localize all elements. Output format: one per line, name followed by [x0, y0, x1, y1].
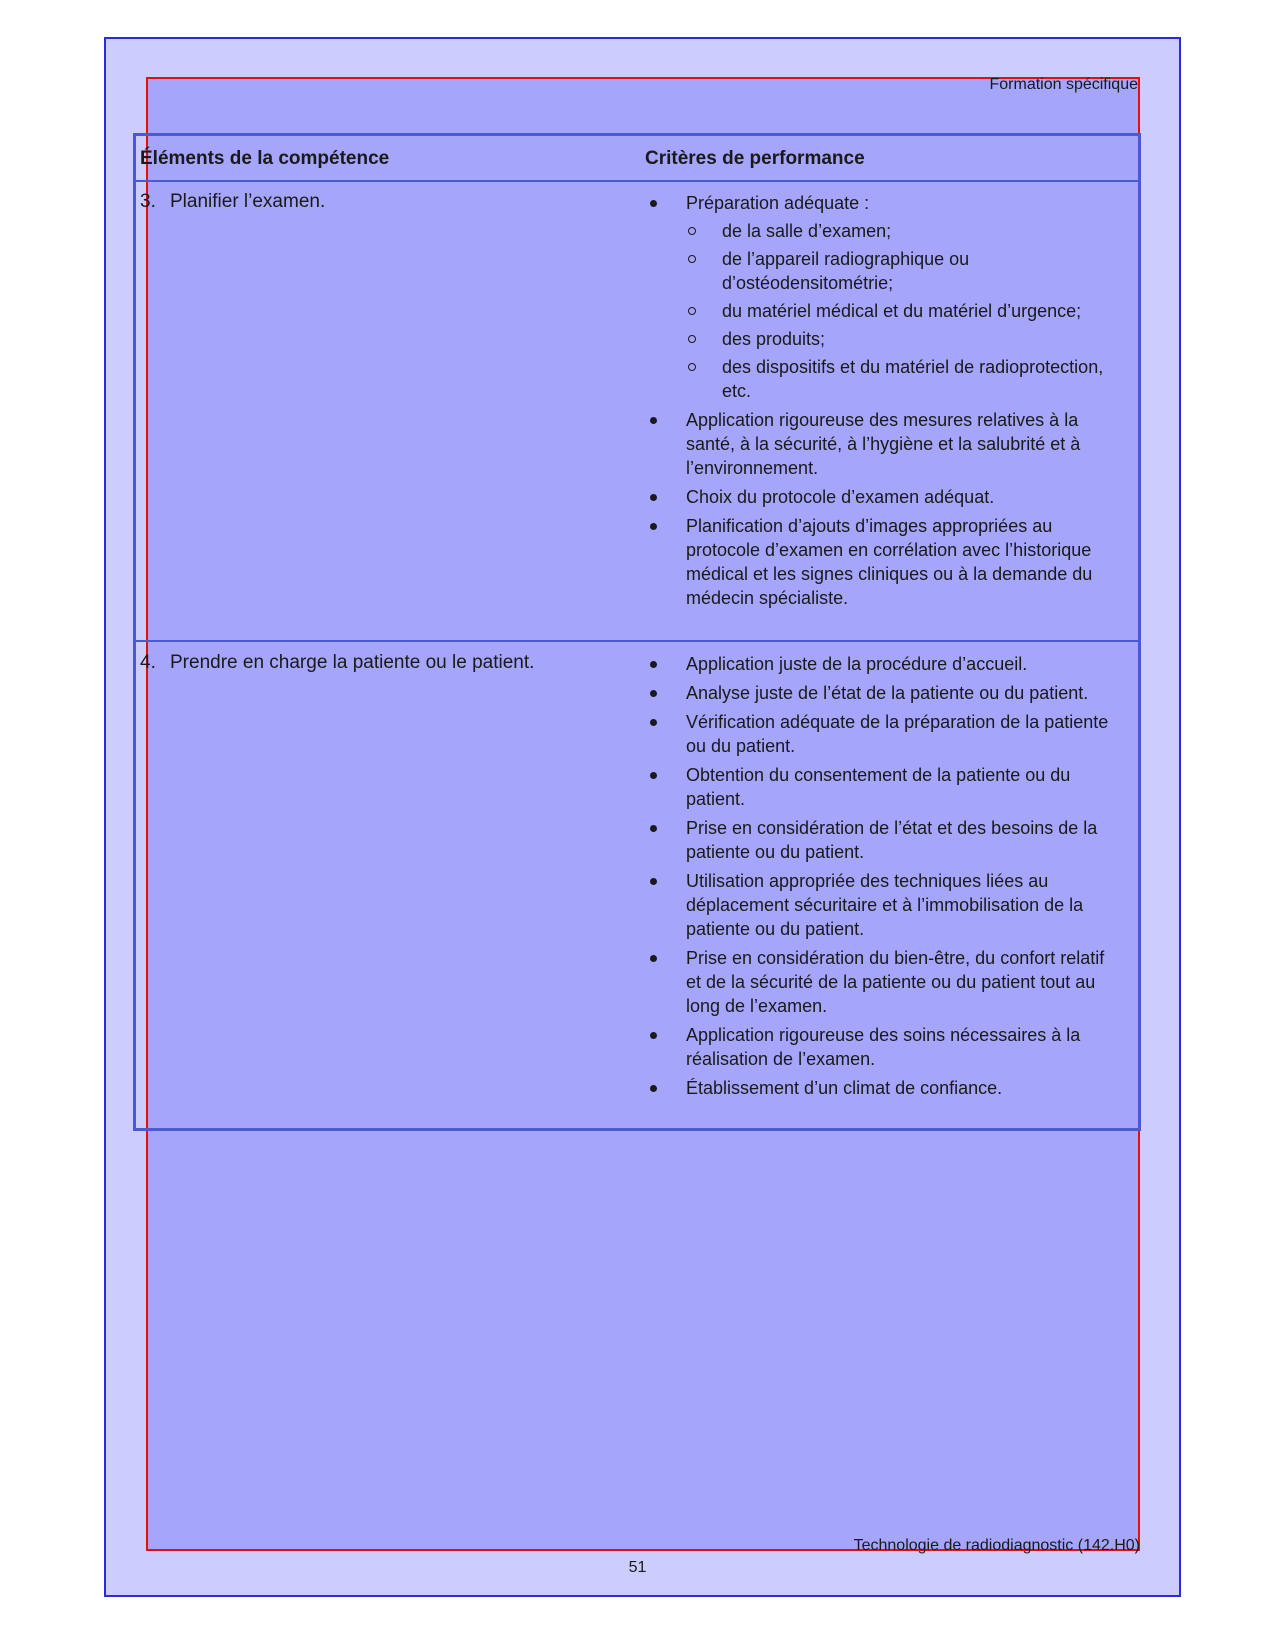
criterion-text: Établissement d’un climat de confiance.	[686, 1078, 1003, 1098]
criterion-text: Utilisation appropriée des techniques liées au déplacement sécuritaire et à l’immobilisation de la patiente ou du patient.	[686, 871, 1084, 939]
col2-header: Critères de performance	[645, 148, 865, 169]
circle-bullet-icon	[688, 307, 696, 315]
sub-criterion-text: du matériel médical et du matériel d’urgence;	[722, 301, 1082, 321]
bullet-icon	[650, 955, 657, 962]
sub-criterion-item	[686, 299, 1124, 323]
section-header: Formation spécifique	[989, 76, 1138, 93]
criterion-item	[650, 652, 1124, 676]
criterion-item	[650, 514, 1124, 610]
criterion-text: Analyse juste de l’état de la patiente ou du patient.	[686, 683, 1089, 703]
criterion-item	[650, 191, 1124, 403]
criteria-list-4	[650, 652, 1124, 1105]
criterion-text: Application rigoureuse des soins nécessaires à la réalisation de l’examen.	[686, 1025, 1081, 1069]
criterion-text: Préparation adéquate :	[686, 193, 870, 213]
sub-criterion-item	[686, 247, 1124, 295]
criterion-item	[650, 763, 1124, 811]
bullet-icon	[650, 200, 657, 207]
criterion-text: Application juste de la procédure d’accueil.	[686, 654, 1028, 674]
bullet-icon	[650, 772, 657, 779]
criterion-text: Choix du protocole d’examen adéquat.	[686, 487, 995, 507]
sub-criterion-text: de la salle d’examen;	[722, 221, 892, 241]
bullet-icon	[650, 878, 657, 885]
sub-criterion-text: des produits;	[722, 329, 826, 349]
bullet-icon	[650, 1032, 657, 1039]
element-number: 3.	[140, 191, 156, 212]
bullet-icon	[650, 523, 657, 530]
circle-bullet-icon	[688, 335, 696, 343]
criterion-item	[650, 408, 1124, 480]
program-footer: Technologie de radiodiagnostic (142.H0)	[853, 1537, 1140, 1554]
sub-criteria-list	[686, 219, 1124, 403]
criterion-text: Prise en considération de l’état et des besoins de la patiente ou du patient.	[686, 818, 1098, 862]
criterion-item	[650, 681, 1124, 705]
element-number: 4.	[140, 652, 156, 673]
element-text: Planifier l’examen.	[170, 191, 326, 212]
sub-criterion-item	[686, 355, 1124, 403]
circle-bullet-icon	[688, 227, 696, 235]
criterion-item	[650, 1076, 1124, 1100]
criterion-item	[650, 1023, 1124, 1071]
criterion-text: Application rigoureuse des mesures relatives à la santé, à la sécurité, à l’hygiène et la salubrité et à l’environnement.	[686, 410, 1081, 478]
criterion-item	[650, 710, 1124, 758]
criteria-list-3	[650, 191, 1124, 615]
sub-criterion-item	[686, 327, 1124, 351]
criterion-item	[650, 946, 1124, 1018]
bullet-icon	[650, 719, 657, 726]
sub-criterion-text: des dispositifs et du matériel de radioprotection, etc.	[722, 357, 1104, 401]
criterion-text: Prise en considération du bien-être, du confort relatif et de la sécurité de la patiente ou du patient tout au long de l’examen.	[686, 948, 1105, 1016]
criterion-text: Vérification adéquate de la préparation de la patiente ou du patient.	[686, 712, 1109, 756]
element-text: Prendre en charge la patiente ou le patient.	[170, 652, 535, 673]
circle-bullet-icon	[688, 255, 696, 263]
criterion-item	[650, 485, 1124, 509]
row-divider	[136, 640, 1138, 642]
criterion-text: Planification d’ajouts d’images appropriées au protocole d’examen en corrélation avec l’historique médical et les signes cliniques ou à la demande du médecin spécialiste.	[686, 516, 1093, 608]
competence-table	[133, 133, 1141, 1131]
circle-bullet-icon	[688, 363, 696, 371]
bullet-icon	[650, 1085, 657, 1092]
col1-header: Éléments de la compétence	[140, 148, 390, 169]
bullet-icon	[650, 494, 657, 501]
bullet-icon	[650, 417, 657, 424]
element-3	[140, 191, 325, 213]
header-divider	[136, 180, 1138, 182]
bullet-icon	[650, 690, 657, 697]
bullet-icon	[650, 825, 657, 832]
element-4	[140, 652, 534, 674]
sub-criterion-text: de l’appareil radiographique ou d’ostéodensitométrie;	[722, 249, 970, 293]
page-number: 51	[628, 1559, 647, 1576]
bullet-icon	[650, 661, 657, 668]
sub-criterion-item	[686, 219, 1124, 243]
criterion-text: Obtention du consentement de la patiente ou du patient.	[686, 765, 1071, 809]
criterion-item	[650, 816, 1124, 864]
criterion-item	[650, 869, 1124, 941]
